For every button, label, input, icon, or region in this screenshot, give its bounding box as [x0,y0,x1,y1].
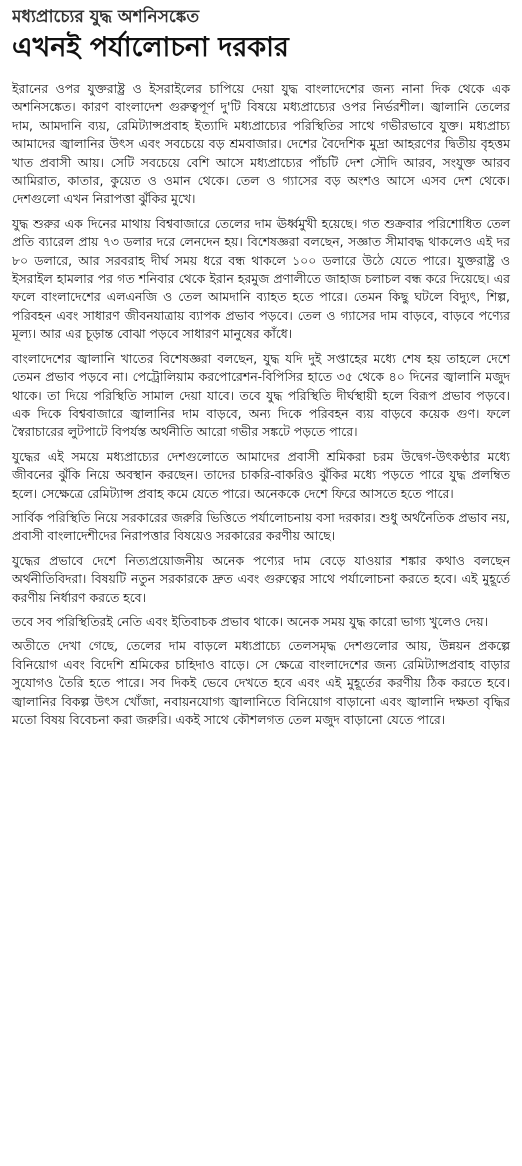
article-paragraph: বাংলাদেশের জ্বালানি খাতের বিশেষজ্ঞরা বলছেন, যুদ্ধ যদি দুই সপ্তাহের মধ্যে শেষ হয় তাহলে দেশে তেমন প্রভাব পড়বে না। পেট্রোলিয়াম করপোরেশন-বিপিসির হাতে ৩৫ থেকে ৪০ দিনের জ্বালানি মজুদ থাকে। তা দিয়ে পরিস্থিতি সামাল দেয়া যাবে। তবে যুদ্ধ পরিস্থিতি দীর্ঘস্থায়ী হলে বিরূপ প্রভাব পড়বে। এক দিকে বিশ্ববাজারে জ্বালানির দাম বাড়বে, অন্য দিকে পরিবহন ব্যয় বাড়বে কয়েক গুণ। ফলে স্বৈরাচারের লুটপাটে বিপর্যস্ত অর্থনীতি আরো গভীর সঙ্কটে পড়তে পারে। [12,350,510,440]
article-paragraph: যুদ্ধের প্রভাবে দেশে নিত্যপ্রয়োজনীয় অনেক পণ্যের দাম বেড়ে যাওয়ার শঙ্কার কথাও বলছেন অর্থনীতিবিদরা। বিষয়টি নতুন সরকারকে দ্রুত এবং গুরুত্বের সাথে পর্যালোচনা করতে হবে। এই মুহূর্তে করণীয় নির্ধারণ করতে হবে। [12,552,510,605]
article-paragraph: ইরানের ওপর যুক্তরাষ্ট্র ও ইসরাইলের চাপিয়ে দেয়া যুদ্ধ বাংলাদেশের জন্য নানা দিক থেকে এক অশনিসঙ্কেত। কারণ বাংলাদেশ গুরুত্বপূর্ণ দু'টি বিষয়ে মধ্যপ্রাচ্যের ওপর নির্ভরশীল। জ্বালানি তেলের দাম, আমদানি ব্যয়, রেমিট্যান্সপ্রবাহ ইত্যাদি মধ্যপ্রাচ্যের পরিস্থিতির সাথে গভীরভাবে যুক্ত। মধ্যপ্রাচ্য আমাদের জ্বালানির উৎস এবং সবচেয়ে বড় শ্রমবাজার। দেশের বৈদেশিক মুদ্রা আহরণের দ্বিতীয় বৃহত্তম খাত প্রবাসী আয়। সেটি সবচেয়ে বেশি আসে মধ্যপ্রাচ্যের পাঁচটি দেশ সৌদি আরব, সংযুক্ত আরব আমিরাত, কাতার, কুয়েত ও ওমান থেকে। তেল ও গ্যাসের বড় অংশও আসে এসব দেশ থেকে। দেশগুলো এখন নিরাপত্তা ঝুঁকির মুখে। [12,81,510,207]
article-body [12,80,510,729]
article-paragraph: যুদ্ধ শুরুর এক দিনের মাথায় বিশ্ববাজারে তেলের দাম ঊর্ধ্বমুখী হয়েছে। গত শুক্রবার পরিশোধিত তেল প্রতি ব্যারেল প্রায় ৭৩ ডলার দরে লেনদেন হয়। বিশেষজ্ঞরা বলছেন, সজ্ঞাত সীমাবদ্ধ থাকলেও এই দর ৮০ ডলারে, আর সরবরাহ দীর্ঘ সময় ধরে বন্ধ থাকলে ১০০ ডলারে উঠে যেতে পারে। যুক্তরাষ্ট্র ও ইসরাইল হামলার পর গত শনিবার থেকে ইরান হরমুজ প্রণালীতে জাহাজ চলাচল বন্ধ করে দিয়েছে। এর ফলে বাংলাদেশের এলএনজি ও তেল আমদানি ব্যাহত হতে পারে। তেমন কিছু ঘটলে বিদ্যুৎ, শিল্প, পরিবহন এবং সাধারণ জীবনযাত্রায় ব্যাপক প্রভাব পড়বে। তেল ও গ্যাসের দাম বাড়বে, বাড়বে পণ্যের মূল্য। আর এর চূড়ান্ত বোঝা পড়বে সাধারণ মানুষের কাঁধে। [12,215,510,342]
article-paragraph: যুদ্ধের এই সময়ে মধ্যপ্রাচ্যের দেশগুলোতে আমাদের প্রবাসী শ্রমিকরা চরম উদ্বেগ-উৎকণ্ঠার মধ্যে জীবনের ঝুঁকি নিয়ে অবস্থান করছেন। তাদের চাকরি-বাকরিও ঝুঁকির মধ্যে পড়তে পারে যুদ্ধ প্রলম্বিত হলে। সেক্ষেত্রে রেমিট্যান্স প্রবাহ কমে যেতে পারে। অনেককে দেশে ফিরে আসতে হতে পারে। [12,448,510,501]
article-paragraph: অতীতে দেখা গেছে, তেলের দাম বাড়লে মধ্যপ্রাচ্যে তেলসমৃদ্ধ দেশগুলোর আয়, উন্নয়ন প্রকল্পে বিনিয়োগ এবং বিদেশি শ্রমিকের চাহিদাও বাড়ে। সে ক্ষেত্রে বাংলাদেশের জন্য রেমিট্যান্সপ্রবাহ বাড়ার সুযোগও তৈরি হতে পারে। সব দিকই ভেবে দেখতে হবে এবং এই মুহূর্তের করণীয় ঠিক করতে হবে। জ্বালানির বিকল্প উৎস খোঁজা, নবায়নযোগ্য জ্বালানিতে বিনিয়োগ বাড়ানো এবং জ্বালানি দক্ষতা বৃদ্ধির মতো বিষয় বিবেচনা করা জরুরি। একই সাথে কৌশলগত তেল মজুদ বাড়ানো যেতে পারে। [12,638,510,727]
article-paragraph: সার্বিক পরিস্থিতি নিয়ে সরকারের জরুরি ভিত্তিতে পর্যালোচনায় বসা দরকার। শুধু অর্থনৈতিক প্রভাব নয়, প্রবাসী বাংলাদেশীদের নিরাপত্তার বিষয়েও সরকারের করণীয় আছে। [12,509,510,544]
article-paragraph: তবে সব পরিস্থিতিরই নেতি এবং ইতিবাচক প্রভাব থাকে। অনেক সময় যুদ্ধ কারো ভাগ্য খুলেও দেয়। [12,613,489,629]
article-headline: এখনই পর্যালোচনা দরকার [12,32,289,63]
article-kicker: মধ্যপ্রাচ্যের যুদ্ধ অশনিসঙ্কেত [12,7,200,27]
